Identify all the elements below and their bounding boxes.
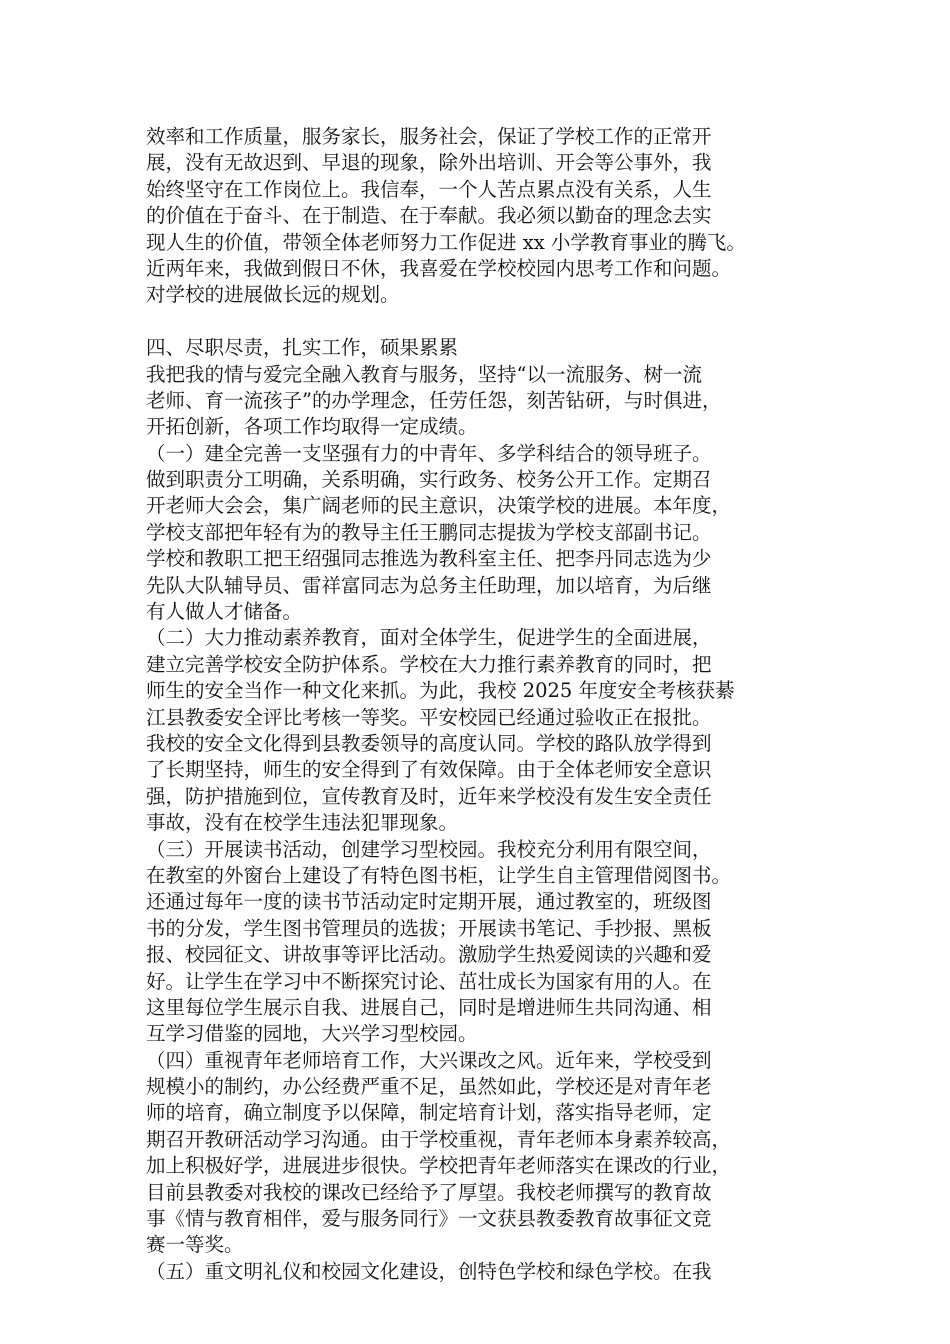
text-line: 江县教委安全评比考核一等奖。平安校园已经通过验收正在报批。 bbox=[146, 705, 712, 729]
section-heading: 四、尽职尽责，扎实工作，硕果累累 bbox=[146, 336, 459, 360]
text-line: 书的分发，学生图书管理员的选拔；开展读书笔记、手抄报、黑板 bbox=[146, 916, 712, 940]
text-line: 做到职责分工明确，关系明确，实行政务、校务公开工作。定期召 bbox=[146, 468, 712, 492]
text-line bbox=[146, 1312, 814, 1338]
text-line: （三）开展读书活动，创建学习型校园。我校充分利用有限空间， bbox=[146, 837, 712, 861]
text-line: 目前县教委对我校的课改已经给予了厚望。我校老师撰写的教育故 bbox=[146, 1180, 712, 1204]
text-line: 先队大队辅导员、雷祥富同志为总务主任助理，加以培育，为后继 bbox=[146, 573, 712, 597]
text-line: 我校的安全文化得到县教委领导的高度认同。学校的路队放学得到 bbox=[146, 731, 712, 755]
text-line: 建立完善学校安全防护体系。学校在大力推行素养教育的同时，把 bbox=[146, 652, 712, 676]
text-line: 这里每位学生展示自我、进展自己，同时是增进师生共同沟通、相 bbox=[146, 995, 712, 1019]
text-line: 期召开教研活动学习沟通。由于学校重视，青年老师本身素养较高， bbox=[146, 1127, 732, 1151]
text-line: 的价值在于奋斗、在于制造、在于奉献。我必须以勤奋的理念去实 bbox=[146, 204, 712, 228]
text-line: （四）重视青年老师培育工作，大兴课改之风。近年来，学校受到 bbox=[146, 1048, 712, 1072]
text-line: 在教室的外窗台上建设了有特色图书柜，让学生自主管理借阅图书。 bbox=[146, 863, 732, 887]
text-line: 规模小的制约，办公经费严重不足，虽然如此，学校还是对青年老 bbox=[146, 1075, 712, 1099]
text-line: 事故，没有在校学生违法犯罪现象。 bbox=[146, 811, 459, 835]
text-line: 互学习借鉴的园地，大兴学习型校园。 bbox=[146, 1022, 478, 1046]
text-line: 开老师大会会，集广阔老师的民主意识，决策学校的进展。本年度， bbox=[146, 494, 732, 518]
text-line: 现人生的价值，带领全体老师努力工作促进 xx 小学教育事业的腾飞。 bbox=[146, 230, 746, 254]
text-line: 报、校园征文、讲故事等评比活动。激励学生热爱阅读的兴趣和爱 bbox=[146, 943, 712, 967]
text-line: （一）建全完善一支坚强有力的中青年、多学科结合的领导班子。 bbox=[146, 441, 712, 465]
text-line: 老师、育一流孩子”的办学理念，任劳任怨，刻苦钻研，与时俱进， bbox=[146, 388, 722, 412]
text-line: 事《情与教育相伴，爱与服务同行》一文获县教委教育故事征文竞 bbox=[146, 1207, 712, 1231]
text-line: 有人做人才储备。 bbox=[146, 600, 303, 624]
text-line: 展，没有无故迟到、早退的现象，除外出培训、开会等公事外，我 bbox=[146, 151, 712, 175]
blank-line bbox=[146, 309, 814, 335]
text-line: 学校和教职工把王绍强同志推选为教科室主任、把李丹同志选为少 bbox=[146, 547, 712, 571]
text-line: 强，防护措施到位，宣传教育及时，近年来学校没有发生安全责任 bbox=[146, 784, 712, 808]
text-line: 学校支部把年轻有为的教导主任王鹏同志提拔为学校支部副书记。 bbox=[146, 520, 712, 544]
text-line: 了长期坚持，师生的安全得到了有效保障。由于全体老师安全意识 bbox=[146, 758, 712, 782]
text-line: （五）重文明礼仪和校园文化建设，创特色学校和绿色学校。在我 bbox=[146, 1259, 712, 1283]
text-line: 对学校的进展做长远的规划。 bbox=[146, 283, 400, 307]
text-line: 近两年来，我做到假日不休，我喜爱在学校校园内思考工作和问题。 bbox=[146, 256, 732, 280]
text-line: 赛一等奖。 bbox=[146, 1233, 244, 1257]
text-line: 好。让学生在学习中不断探究讨论、茁壮成长为国家有用的人。在 bbox=[146, 969, 712, 993]
text-line: 师生的安全当作一种文化来抓。为此，我校 2025 年度安全考核获綦 bbox=[146, 679, 735, 703]
text-line: 师的培育，确立制度予以保障，制定培育计划，落实指导老师，定 bbox=[146, 1101, 712, 1125]
paragraph-block-1 bbox=[146, 124, 814, 309]
document-page bbox=[146, 124, 814, 1338]
text-line: 加上积极好学，进展进步很快。学校把青年老师落实在课改的行业， bbox=[146, 1154, 732, 1178]
text-line: 还通过每年一度的读书节活动定时定期开展，通过教室的，班级图 bbox=[146, 890, 712, 914]
text-line bbox=[146, 1285, 814, 1311]
paragraph-block-2 bbox=[146, 362, 814, 1338]
text-line: 开拓创新，各项工作均取得一定成绩。 bbox=[146, 415, 478, 439]
text-line: 我把我的情与爱完全融入教育与服务，坚持“以一流服务、树一流 bbox=[146, 362, 702, 386]
text-line: （二）大力推动素养教育，面对全体学生，促进学生的全面进展， bbox=[146, 626, 712, 650]
text-line: 效率和工作质量，服务家长，服务社会，保证了学校工作的正常开 bbox=[146, 125, 712, 148]
text-line: 始终坚守在工作岗位上。我信奉，一个人苦点累点没有关系，人生 bbox=[146, 177, 712, 201]
